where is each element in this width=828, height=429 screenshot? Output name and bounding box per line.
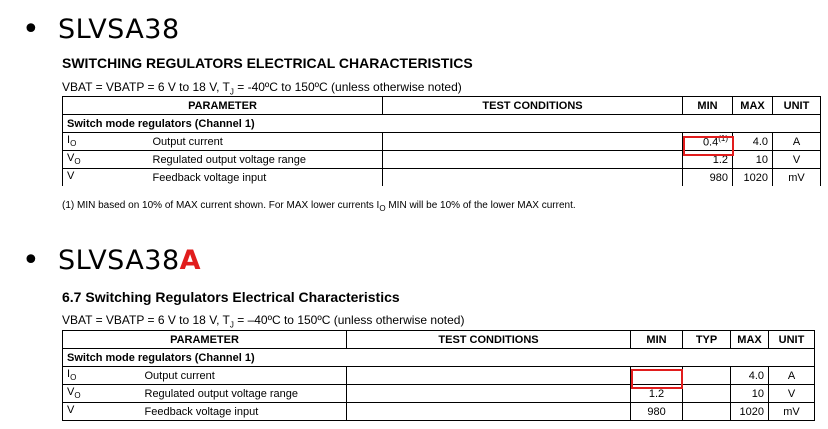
- row-max: 1020: [731, 403, 769, 421]
- row-max: 1020: [733, 169, 773, 187]
- header-max: MAX: [731, 331, 769, 349]
- row-unit: V: [769, 385, 815, 403]
- table-row: [63, 403, 815, 421]
- row-parameter: Regulated output voltage range: [141, 385, 347, 403]
- bullet-icon: •: [22, 11, 40, 47]
- group-label: Switch mode regulators (Channel 1): [63, 349, 815, 367]
- section2-table-clip: [62, 330, 822, 421]
- row-conditions: [347, 385, 631, 403]
- table-row: [63, 169, 821, 187]
- section2-conditions: VBAT = VBATP = 6 V to 18 V, $T_J$ = –40ºC to 150ºC (unless otherwise noted): [62, 313, 465, 330]
- table-row: [63, 385, 815, 403]
- row-parameter: Output current: [149, 133, 383, 151]
- row-symbol: $V_O$: [63, 151, 149, 169]
- header-parameter: PARAMETER: [63, 97, 383, 115]
- row-parameter: Regulated output voltage range: [149, 151, 383, 169]
- row-symbol: V: [63, 403, 141, 421]
- table-row: [63, 367, 815, 385]
- row-min: 980: [683, 169, 733, 187]
- row-typ: [683, 385, 731, 403]
- section2-heading-row: [22, 242, 202, 278]
- row-max: 4.0: [731, 367, 769, 385]
- section1-heading: SLVSA38: [58, 14, 180, 45]
- row-min: 1.2: [683, 151, 733, 169]
- header-parameter: PARAMETER: [63, 331, 347, 349]
- row-typ: [683, 403, 731, 421]
- row-parameter: Feedback voltage input: [141, 403, 347, 421]
- row-symbol: $I_O$: [63, 133, 149, 151]
- row-parameter: Feedback voltage input: [149, 169, 383, 187]
- section1-table-title: SWITCHING REGULATORS ELECTRICAL CHARACTERISTICS: [62, 55, 473, 71]
- section2-table-title: 6.7 Switching Regulators Electrical Characteristics: [62, 289, 400, 305]
- table-group-row: [63, 115, 821, 133]
- row-unit: mV: [773, 169, 821, 187]
- section1-heading-row: [22, 11, 180, 47]
- header-min: MIN: [631, 331, 683, 349]
- header-max: MAX: [733, 97, 773, 115]
- row-max: 10: [733, 151, 773, 169]
- row-conditions: [347, 403, 631, 421]
- header-min: MIN: [683, 97, 733, 115]
- row-min: 0.4$^{(1)}$: [683, 133, 733, 151]
- row-conditions: [383, 133, 683, 151]
- highlight-box-min: [683, 136, 734, 156]
- table-header-row: [63, 331, 815, 349]
- table-group-row: [63, 349, 815, 367]
- row-unit: V: [773, 151, 821, 169]
- bullet-icon: •: [22, 242, 40, 278]
- section1-footnote: (1) MIN based on 10% of MAX current shown. For MAX lower currents $I_O$ MIN will be 10% of the lower MAX current.: [62, 200, 576, 213]
- row-symbol: $V_O$: [63, 385, 141, 403]
- row-parameter: Output current: [141, 367, 347, 385]
- header-unit: UNIT: [769, 331, 815, 349]
- row-typ: [683, 367, 731, 385]
- row-unit: A: [769, 367, 815, 385]
- section2-spec-table: [62, 330, 815, 421]
- row-unit: mV: [769, 403, 815, 421]
- row-max: 10: [731, 385, 769, 403]
- highlight-box-min-empty: [631, 369, 683, 389]
- section2-heading: SLVSA38A: [58, 245, 202, 276]
- group-label: Switch mode regulators (Channel 1): [63, 115, 821, 133]
- row-symbol: $I_O$: [63, 367, 141, 385]
- row-max: 4.0: [733, 133, 773, 151]
- section1-conditions: VBAT = VBATP = 6 V to 18 V, $T_J$ = -40ºC to 150ºC (unless otherwise noted): [62, 80, 462, 97]
- header-test-conditions: TEST CONDITIONS: [347, 331, 631, 349]
- table-header-row: [63, 97, 821, 115]
- row-unit: A: [773, 133, 821, 151]
- header-test-conditions: TEST CONDITIONS: [383, 97, 683, 115]
- row-min: 1.2: [631, 385, 683, 403]
- row-conditions: [383, 169, 683, 187]
- row-conditions: [383, 151, 683, 169]
- section2-heading-suffix: A: [179, 245, 202, 276]
- header-typ: TYP: [683, 331, 731, 349]
- row-min: 980: [631, 403, 683, 421]
- header-unit: UNIT: [773, 97, 821, 115]
- row-symbol: V: [63, 169, 149, 187]
- row-conditions: [347, 367, 631, 385]
